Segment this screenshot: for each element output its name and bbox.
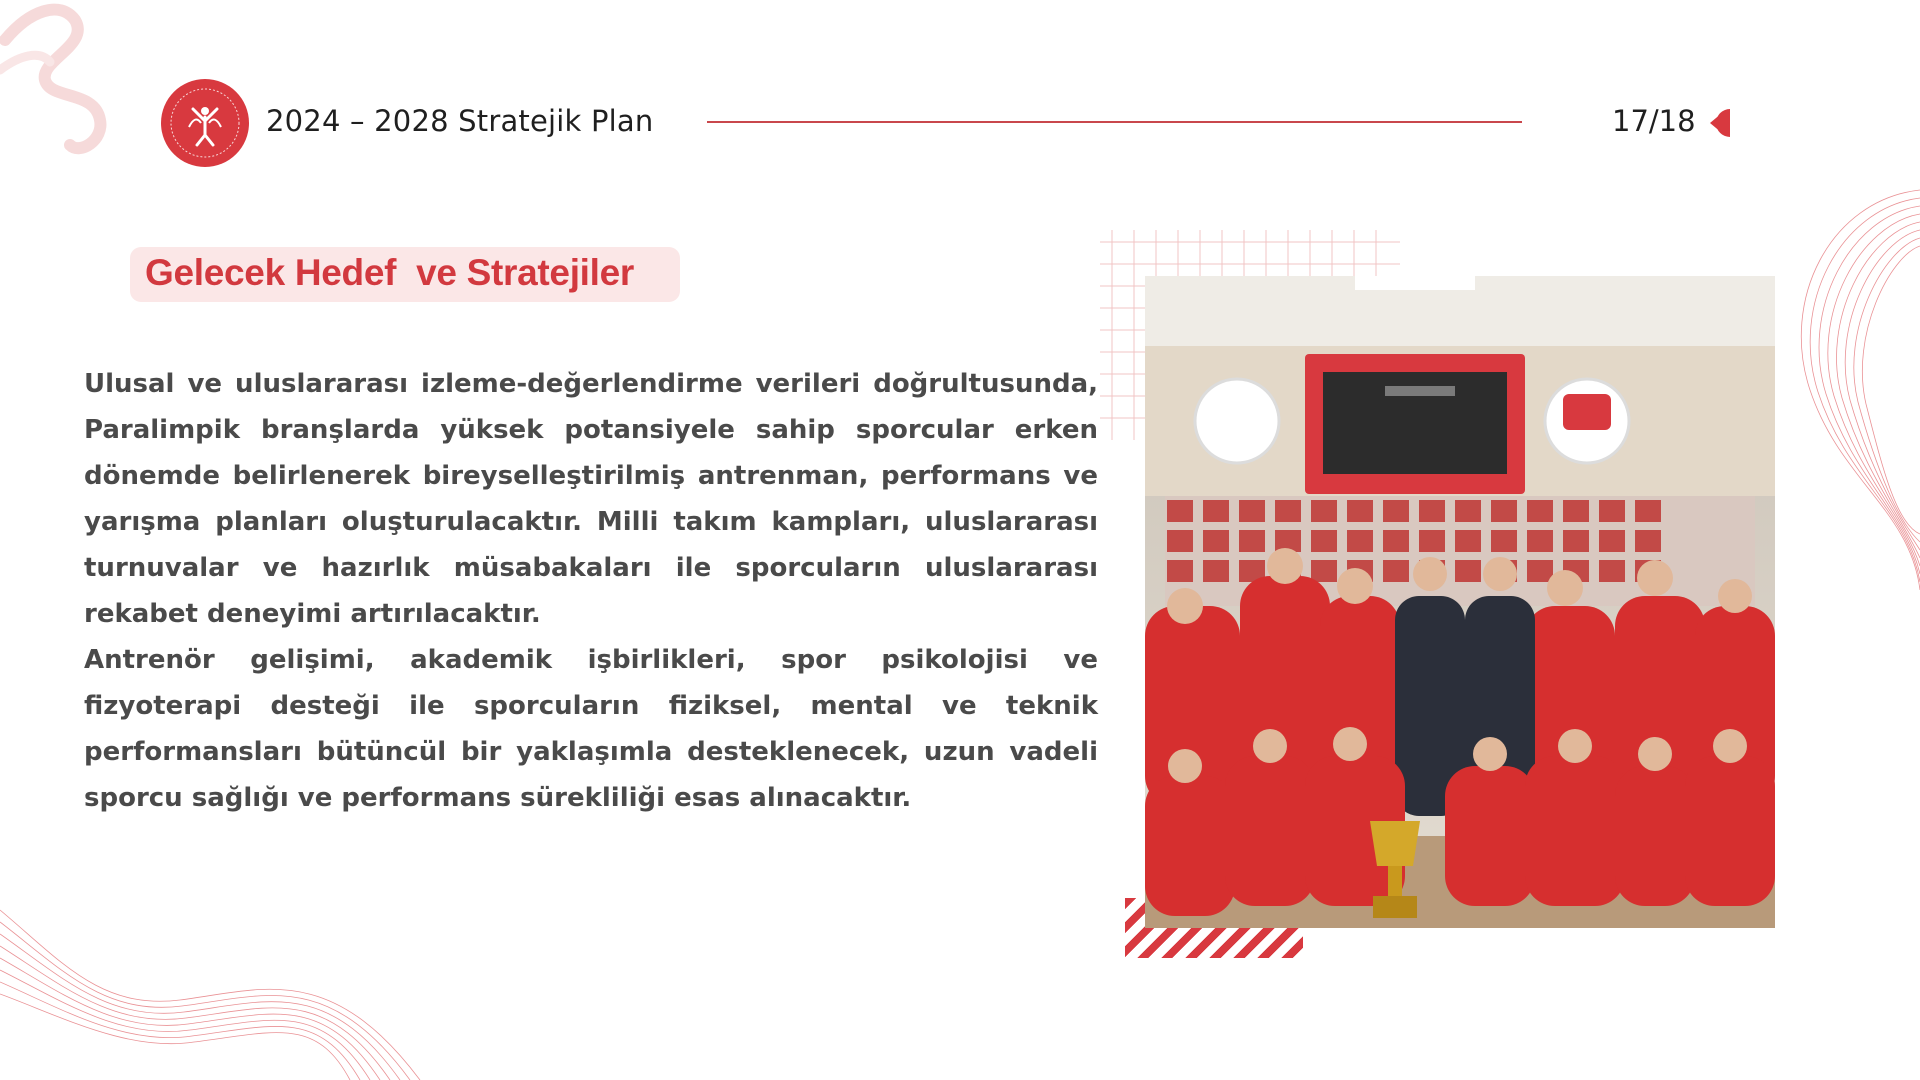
document-title: 2024 – 2028 Stratejik Plan — [266, 104, 654, 138]
team-photo-image — [1145, 276, 1775, 928]
header-divider — [707, 121, 1522, 123]
body-text — [84, 361, 1098, 821]
section-title: Gelecek Hedef ve Stratejiler — [145, 252, 635, 293]
page-number: 17/18 — [1612, 104, 1696, 138]
slide-header — [0, 0, 1920, 250]
body-paragraph: Antrenör gelişimi, akademik işbirlikleri, spor psikolojisi ve fizyoterapi desteği ile sporcuların fiziksel, mental ve teknik performansları bütüncül bir yaklaşımla desteklenecek, uzun vadeli sporcu sağlığı ve performans sürekliliği esas alınacaktır. — [84, 645, 1098, 813]
body-paragraph: Ulusal ve uluslararası izleme-değerlendirme verileri doğrultusunda, Paralimpik branşlarda yüksek potansiyele sahip sporcular erken dönemde belirlenerek bireyselleştirilmiş antrenman, performans ve yarışma planları oluşturulacaktır. Milli takım kampları, uluslararası turnuvalar ve hazırlık müsabakaları ile sporcuların uluslararası rekabet deneyimi artırılacaktır. — [84, 369, 1098, 629]
federation-logo-icon — [161, 79, 249, 167]
half-circle-marker-icon — [1708, 107, 1738, 139]
bottom-left-wave-decoration — [0, 900, 430, 1080]
